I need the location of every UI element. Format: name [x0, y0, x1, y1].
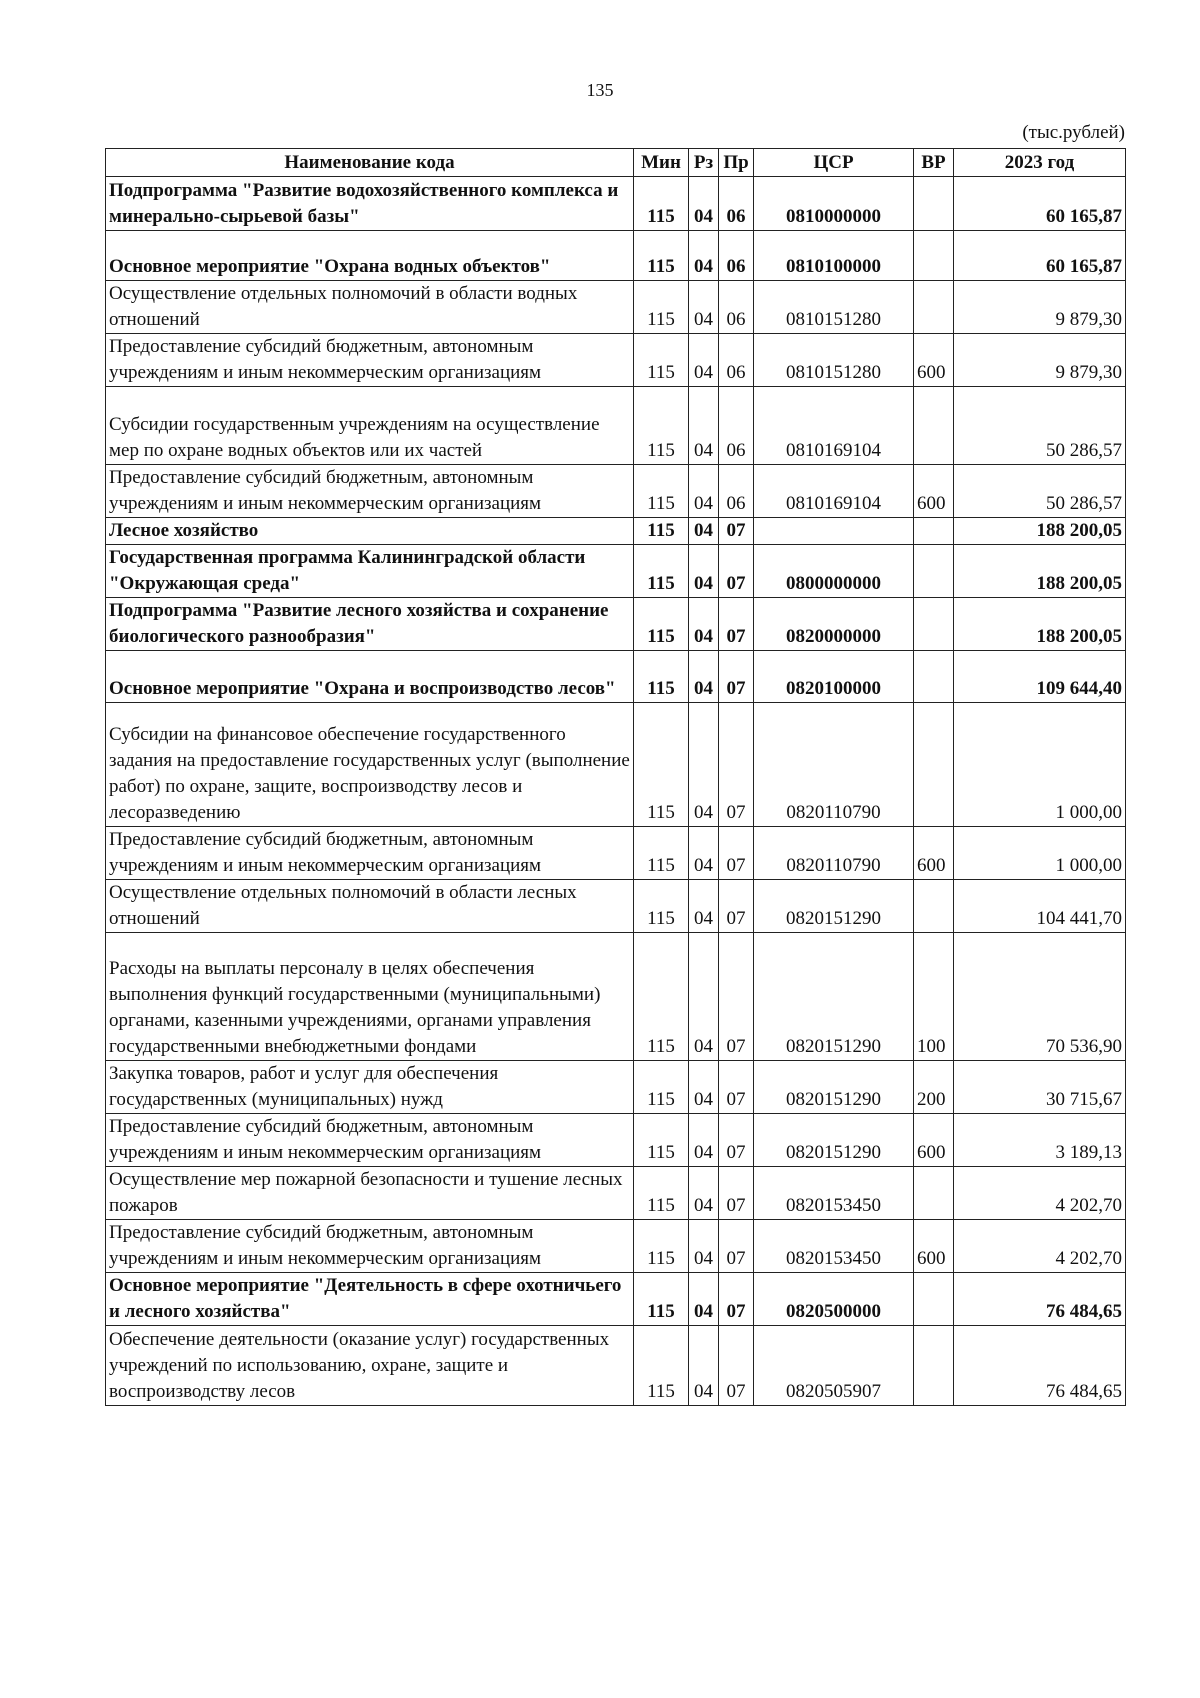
- row-name: Предоставление субсидий бюджетным, автономным учреждениям и иным некоммерческим организациям: [106, 465, 634, 518]
- row-amount: 30 715,67: [954, 1061, 1126, 1114]
- row-pr: 07: [719, 598, 754, 651]
- row-csr: 0800000000: [754, 545, 914, 598]
- row-name: Предоставление субсидий бюджетным, автономным учреждениям и иным некоммерческим организациям: [106, 827, 634, 880]
- row-min: 115: [634, 880, 689, 933]
- row-vr: [914, 545, 954, 598]
- row-rz: 04: [689, 1326, 719, 1406]
- row-name: Подпрограмма "Развитие водохозяйственного комплекса и минерально-сырьевой базы": [106, 177, 634, 231]
- row-name: Осуществление отдельных полномочий в области водных отношений: [106, 281, 634, 334]
- row-csr: 0820500000: [754, 1273, 914, 1326]
- row-csr: 0820151290: [754, 1114, 914, 1167]
- header-min: Мин: [634, 149, 689, 177]
- row-pr: 06: [719, 177, 754, 231]
- row-rz: 04: [689, 281, 719, 334]
- row-pr: 07: [719, 827, 754, 880]
- header-vr: ВР: [914, 149, 954, 177]
- table-row: [106, 1220, 1126, 1273]
- table-row: [106, 1167, 1126, 1220]
- table-row: [106, 177, 1126, 231]
- row-pr: 07: [719, 1326, 754, 1406]
- row-min: 115: [634, 1114, 689, 1167]
- row-vr: [914, 281, 954, 334]
- row-rz: 04: [689, 545, 719, 598]
- row-rz: 04: [689, 703, 719, 827]
- row-vr: [914, 1167, 954, 1220]
- row-name: Закупка товаров, работ и услуг для обеспечения государственных (муниципальных) нужд: [106, 1061, 634, 1114]
- header-year: 2023 год: [954, 149, 1126, 177]
- row-csr: 0810169104: [754, 387, 914, 465]
- row-csr: 0810169104: [754, 465, 914, 518]
- row-min: 115: [634, 334, 689, 387]
- row-pr: 06: [719, 465, 754, 518]
- row-min: 115: [634, 1273, 689, 1326]
- row-rz: 04: [689, 598, 719, 651]
- table-row: [106, 1114, 1126, 1167]
- row-min: 115: [634, 518, 689, 545]
- row-pr: 07: [719, 1061, 754, 1114]
- row-name: Расходы на выплаты персоналу в целях обеспечения выполнения функций государственными (муниципальными) органами, казенными учреждениями, органами управления государственными внебюджетными фондами: [106, 933, 634, 1061]
- row-name: Осуществление мер пожарной безопасности и тушение лесных пожаров: [106, 1167, 634, 1220]
- row-pr: 07: [719, 1220, 754, 1273]
- row-pr: 07: [719, 1273, 754, 1326]
- table-row: [106, 387, 1126, 465]
- row-vr: 600: [914, 465, 954, 518]
- table-row: [106, 1326, 1126, 1406]
- row-vr: [914, 231, 954, 281]
- row-csr: 0820100000: [754, 651, 914, 703]
- row-amount: 1 000,00: [954, 703, 1126, 827]
- row-vr: [914, 518, 954, 545]
- row-name: Осуществление отдельных полномочий в области лесных отношений: [106, 880, 634, 933]
- row-rz: 04: [689, 1273, 719, 1326]
- header-name: Наименование кода: [106, 149, 634, 177]
- row-rz: 04: [689, 1167, 719, 1220]
- row-csr: 0820110790: [754, 827, 914, 880]
- row-min: 115: [634, 703, 689, 827]
- row-csr: 0820153450: [754, 1167, 914, 1220]
- row-csr: 0810151280: [754, 334, 914, 387]
- row-amount: 104 441,70: [954, 880, 1126, 933]
- table-row: [106, 1273, 1126, 1326]
- table-row: [106, 281, 1126, 334]
- row-min: 115: [634, 933, 689, 1061]
- row-amount: 70 536,90: [954, 933, 1126, 1061]
- row-csr: 0820151290: [754, 880, 914, 933]
- row-rz: 04: [689, 1114, 719, 1167]
- row-rz: 04: [689, 1220, 719, 1273]
- row-min: 115: [634, 177, 689, 231]
- table-row: [106, 334, 1126, 387]
- row-csr: 0820151290: [754, 933, 914, 1061]
- row-pr: 07: [719, 1114, 754, 1167]
- row-csr: 0820000000: [754, 598, 914, 651]
- row-pr: 07: [719, 703, 754, 827]
- table-row: [106, 827, 1126, 880]
- table-row: [106, 933, 1126, 1061]
- row-name: Предоставление субсидий бюджетным, автономным учреждениям и иным некоммерческим организациям: [106, 334, 634, 387]
- table-row: [106, 231, 1126, 281]
- row-min: 115: [634, 651, 689, 703]
- row-min: 115: [634, 827, 689, 880]
- row-amount: 109 644,40: [954, 651, 1126, 703]
- row-amount: 188 200,05: [954, 518, 1126, 545]
- row-amount: 4 202,70: [954, 1220, 1126, 1273]
- row-amount: 1 000,00: [954, 827, 1126, 880]
- row-rz: 04: [689, 1061, 719, 1114]
- row-pr: 06: [719, 334, 754, 387]
- header-rz: Рз: [689, 149, 719, 177]
- row-rz: 04: [689, 827, 719, 880]
- row-vr: [914, 598, 954, 651]
- table-row: [106, 1061, 1126, 1114]
- row-amount: 60 165,87: [954, 177, 1126, 231]
- table-row: [106, 598, 1126, 651]
- row-min: 115: [634, 545, 689, 598]
- row-vr: [914, 177, 954, 231]
- row-min: 115: [634, 598, 689, 651]
- row-vr: 200: [914, 1061, 954, 1114]
- row-name: Обеспечение деятельности (оказание услуг) государственных учреждений по использованию, охране, защите и воспроизводству лесов: [106, 1326, 634, 1406]
- row-rz: 04: [689, 518, 719, 545]
- row-amount: 76 484,65: [954, 1273, 1126, 1326]
- row-vr: 600: [914, 334, 954, 387]
- row-vr: 600: [914, 1114, 954, 1167]
- row-name: Субсидии государственным учреждениям на осуществление мер по охране водных объектов или их частей: [106, 387, 634, 465]
- header-pr: Пр: [719, 149, 754, 177]
- row-csr: 0820505907: [754, 1326, 914, 1406]
- row-vr: [914, 1273, 954, 1326]
- row-csr: 0820151290: [754, 1061, 914, 1114]
- row-min: 115: [634, 1220, 689, 1273]
- row-csr: 0810151280: [754, 281, 914, 334]
- table-row: [106, 518, 1126, 545]
- row-vr: [914, 651, 954, 703]
- row-min: 115: [634, 281, 689, 334]
- row-min: 115: [634, 231, 689, 281]
- row-vr: 100: [914, 933, 954, 1061]
- row-vr: [914, 387, 954, 465]
- row-name: Подпрограмма "Развитие лесного хозяйства и сохранение биологического разнообразия": [106, 598, 634, 651]
- row-name: Предоставление субсидий бюджетным, автономным учреждениям и иным некоммерческим организациям: [106, 1114, 634, 1167]
- table-row: [106, 651, 1126, 703]
- header-csr: ЦСР: [754, 149, 914, 177]
- row-rz: 04: [689, 387, 719, 465]
- row-amount: 60 165,87: [954, 231, 1126, 281]
- row-min: 115: [634, 387, 689, 465]
- table-row: [106, 880, 1126, 933]
- row-name: Лесное хозяйство: [106, 518, 634, 545]
- row-pr: 07: [719, 651, 754, 703]
- row-pr: 07: [719, 1167, 754, 1220]
- row-pr: 06: [719, 231, 754, 281]
- row-amount: 188 200,05: [954, 598, 1126, 651]
- row-pr: 06: [719, 387, 754, 465]
- row-csr: 0810000000: [754, 177, 914, 231]
- row-name: Основное мероприятие "Деятельность в сфере охотничьего и лесного хозяйства": [106, 1273, 634, 1326]
- row-csr: 0820110790: [754, 703, 914, 827]
- row-amount: 50 286,57: [954, 387, 1126, 465]
- table-body: [106, 177, 1126, 1406]
- row-vr: [914, 1326, 954, 1406]
- row-pr: 06: [719, 281, 754, 334]
- row-rz: 04: [689, 880, 719, 933]
- table-header-row: [106, 149, 1126, 177]
- row-amount: 76 484,65: [954, 1326, 1126, 1406]
- row-rz: 04: [689, 177, 719, 231]
- row-vr: [914, 703, 954, 827]
- row-csr: [754, 518, 914, 545]
- row-pr: 07: [719, 545, 754, 598]
- table-row: [106, 545, 1126, 598]
- row-name: Основное мероприятие "Охрана и воспроизводство лесов": [106, 651, 634, 703]
- row-amount: 50 286,57: [954, 465, 1126, 518]
- row-rz: 04: [689, 231, 719, 281]
- table-row: [106, 703, 1126, 827]
- budget-table: [105, 148, 1126, 1406]
- page-number: 135: [586, 80, 614, 100]
- row-min: 115: [634, 465, 689, 518]
- row-amount: 3 189,13: [954, 1114, 1126, 1167]
- row-vr: 600: [914, 1220, 954, 1273]
- row-name: Государственная программа Калининградской области "Окружающая среда": [106, 545, 634, 598]
- row-amount: 9 879,30: [954, 334, 1126, 387]
- row-rz: 04: [689, 465, 719, 518]
- row-min: 115: [634, 1167, 689, 1220]
- row-rz: 04: [689, 651, 719, 703]
- row-pr: 07: [719, 933, 754, 1061]
- units-label: (тыс.рублей): [1022, 122, 1125, 143]
- row-name: Субсидии на финансовое обеспечение государственного задания на предоставление государственных услуг (выполнение работ) по охране, защите, воспроизводству лесов и лесоразведению: [106, 703, 634, 827]
- row-vr: 600: [914, 827, 954, 880]
- row-amount: 188 200,05: [954, 545, 1126, 598]
- table-row: [106, 465, 1126, 518]
- row-min: 115: [634, 1061, 689, 1114]
- row-pr: 07: [719, 518, 754, 545]
- row-name: Предоставление субсидий бюджетным, автономным учреждениям и иным некоммерческим организациям: [106, 1220, 634, 1273]
- row-pr: 07: [719, 880, 754, 933]
- row-vr: [914, 880, 954, 933]
- row-amount: 4 202,70: [954, 1167, 1126, 1220]
- row-min: 115: [634, 1326, 689, 1406]
- row-csr: 0820153450: [754, 1220, 914, 1273]
- row-amount: 9 879,30: [954, 281, 1126, 334]
- row-rz: 04: [689, 933, 719, 1061]
- row-csr: 0810100000: [754, 231, 914, 281]
- row-name: Основное мероприятие "Охрана водных объектов": [106, 231, 634, 281]
- row-rz: 04: [689, 334, 719, 387]
